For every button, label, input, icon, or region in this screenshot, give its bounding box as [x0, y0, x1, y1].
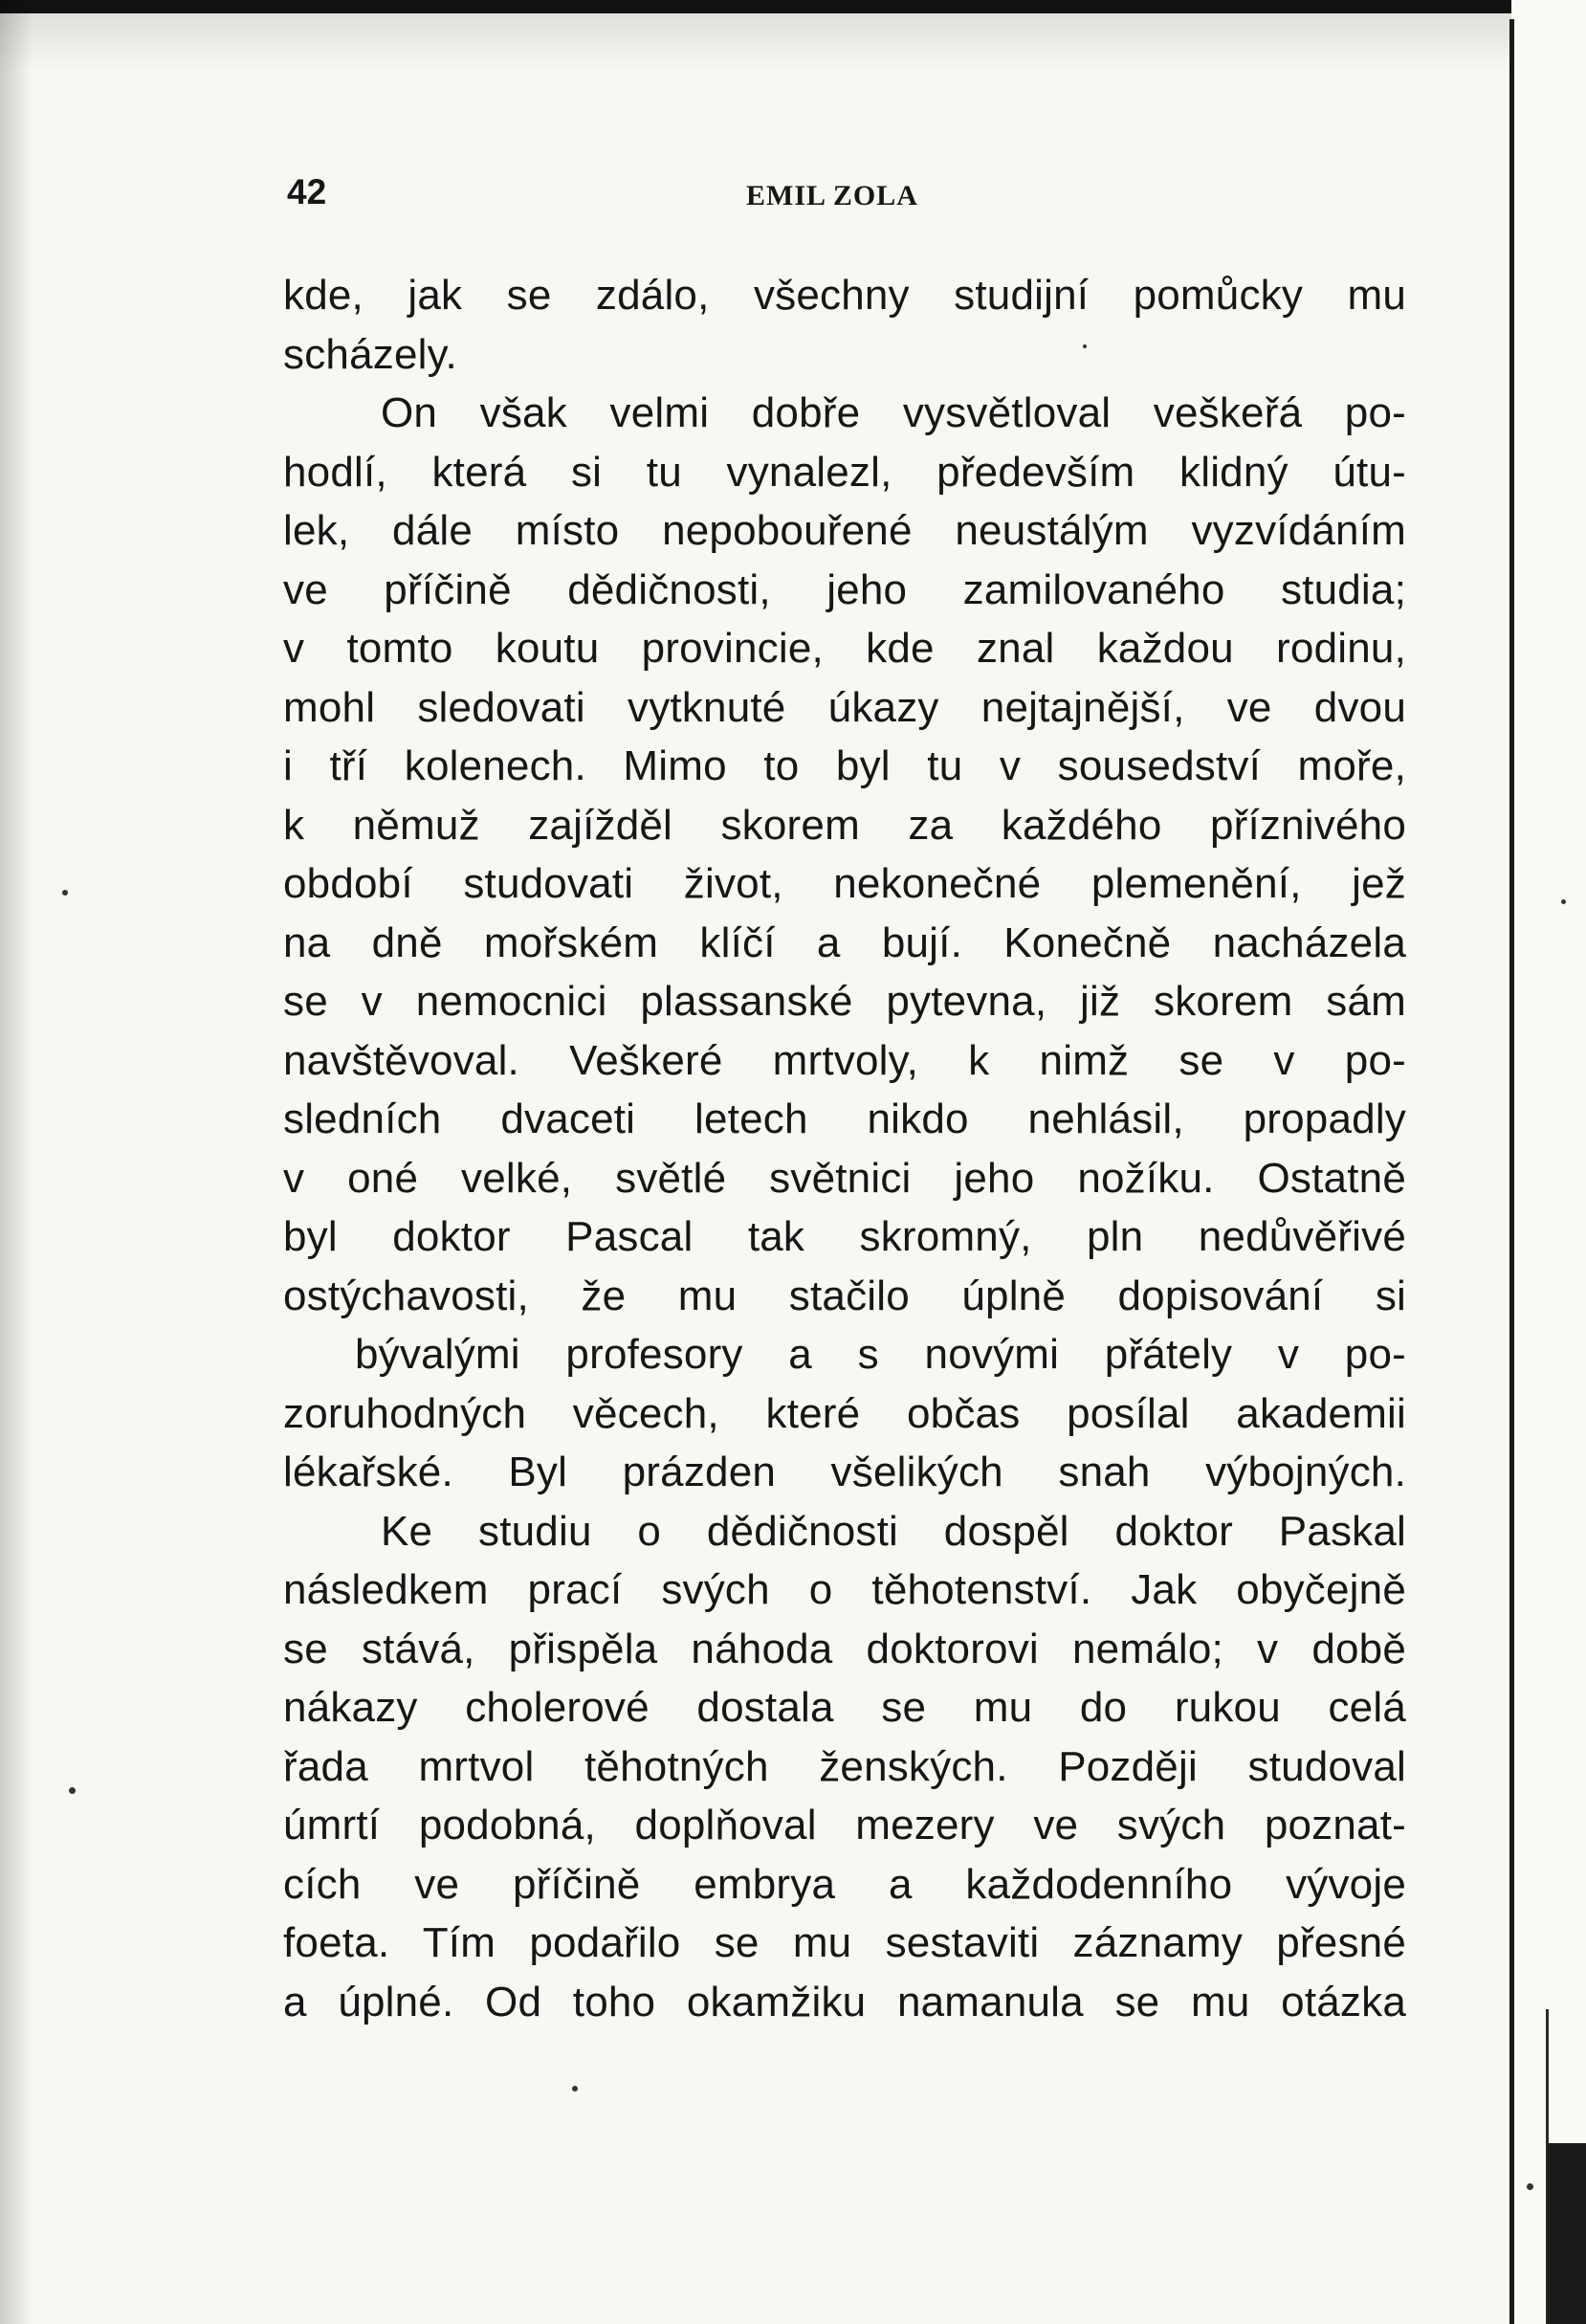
page-number: 42	[287, 172, 327, 211]
text-line: ostýchavosti, že mu stačilo úplně dopisování si	[283, 1272, 1406, 1319]
text-line: navštěvoval. Veškeré mrtvoly, k nimž se v po-	[283, 1036, 1406, 1084]
scan-edge-top	[0, 0, 1586, 13]
text-line: k němuž zajížděl skorem za každého příznivého	[283, 801, 1406, 849]
text-line: nákazy cholerové dostala se mu do rukou celá	[283, 1684, 1406, 1731]
text-line: Ke studiu o dědičnosti dospěl doktor Paskal	[381, 1507, 1406, 1555]
scan-edge-right	[1509, 19, 1514, 2324]
text-line: i tří kolenech. Mimo to byl tu v sousedství moře,	[283, 742, 1406, 789]
scan-speck	[69, 1787, 76, 1794]
text-line: v oné velké, světlé světnici jeho nožíku. Ostatně	[283, 1154, 1406, 1202]
text-line: zoruhodných věcech, které občas posílal akademii	[283, 1389, 1406, 1437]
scan-speck	[62, 890, 68, 896]
scan-margin-right	[1511, 0, 1586, 2324]
scan-speck	[1527, 2183, 1533, 2190]
text-line: období studovati život, nekonečné plemenění, jež	[283, 860, 1406, 907]
scan-shadow-top	[0, 13, 1511, 71]
scan-shadow-left	[0, 0, 33, 2324]
body-text	[283, 266, 1406, 2031]
text-line: bývalými profesory a s novými přátely v po-	[355, 1331, 1406, 1378]
text-line: lek, dále místo nepobouřené neustálým vyzvídáním	[283, 507, 1406, 554]
running-head	[287, 172, 1416, 220]
text-line: lékařské. Byl prázden všelikých snah výbojných.	[283, 1449, 1406, 1495]
text-line: v tomto koutu provincie, kde znal každou rodinu,	[283, 625, 1406, 672]
text-line: na dně mořském klíčí a bují. Konečně nacházela	[283, 919, 1406, 966]
text-line: On však velmi dobře vysvětloval veškeřá po-	[381, 389, 1406, 436]
scan-speck	[1561, 899, 1566, 904]
text-line: následkem prací svých o těhotenství. Jak obyčejně	[283, 1566, 1406, 1613]
text-line: hodlí, která si tu vynalezl, především klidný útu-	[283, 448, 1406, 496]
text-line: sledních dvaceti letech nikdo nehlásil, propadly	[283, 1096, 1406, 1142]
text-line: scházely.	[283, 330, 457, 378]
scan-speck	[572, 2086, 578, 2092]
running-title: EMIL ZOLA	[746, 180, 918, 211]
text-line: mohl sledovati vytknuté úkazy nejtajnější, ve dvou	[283, 683, 1406, 731]
text-line: foeta. Tím podařilo se mu sestaviti záznamy přesné	[283, 1919, 1406, 1966]
text-line: a úplné. Od toho okamžiku namanula se mu otázka	[283, 1978, 1406, 2025]
text-line: cích ve příčině embrya a každodenního vývoje	[283, 1860, 1406, 1908]
text-line: byl doktor Pascal tak skromný, pln nedůvěřivé	[283, 1213, 1406, 1260]
scan-edge-corner	[1548, 2143, 1586, 2324]
text-line: kde, jak se zdálo, všechny studijní pomůcky mu	[283, 272, 1406, 319]
text-line: se v nemocnici plassanské pytevna, již skorem sám	[283, 978, 1406, 1025]
text-line: řada mrtvol těhotných ženských. Později studoval	[283, 1742, 1406, 1790]
text-line: se stává, přispěla náhoda doktorovi nemálo; v době	[283, 1625, 1406, 1672]
text-line: úmrtí podobná, doplňoval mezery ve svých poznat-	[283, 1802, 1406, 1848]
text-line: ve příčině dědičnosti, jeho zamilovaného studia;	[283, 565, 1406, 613]
